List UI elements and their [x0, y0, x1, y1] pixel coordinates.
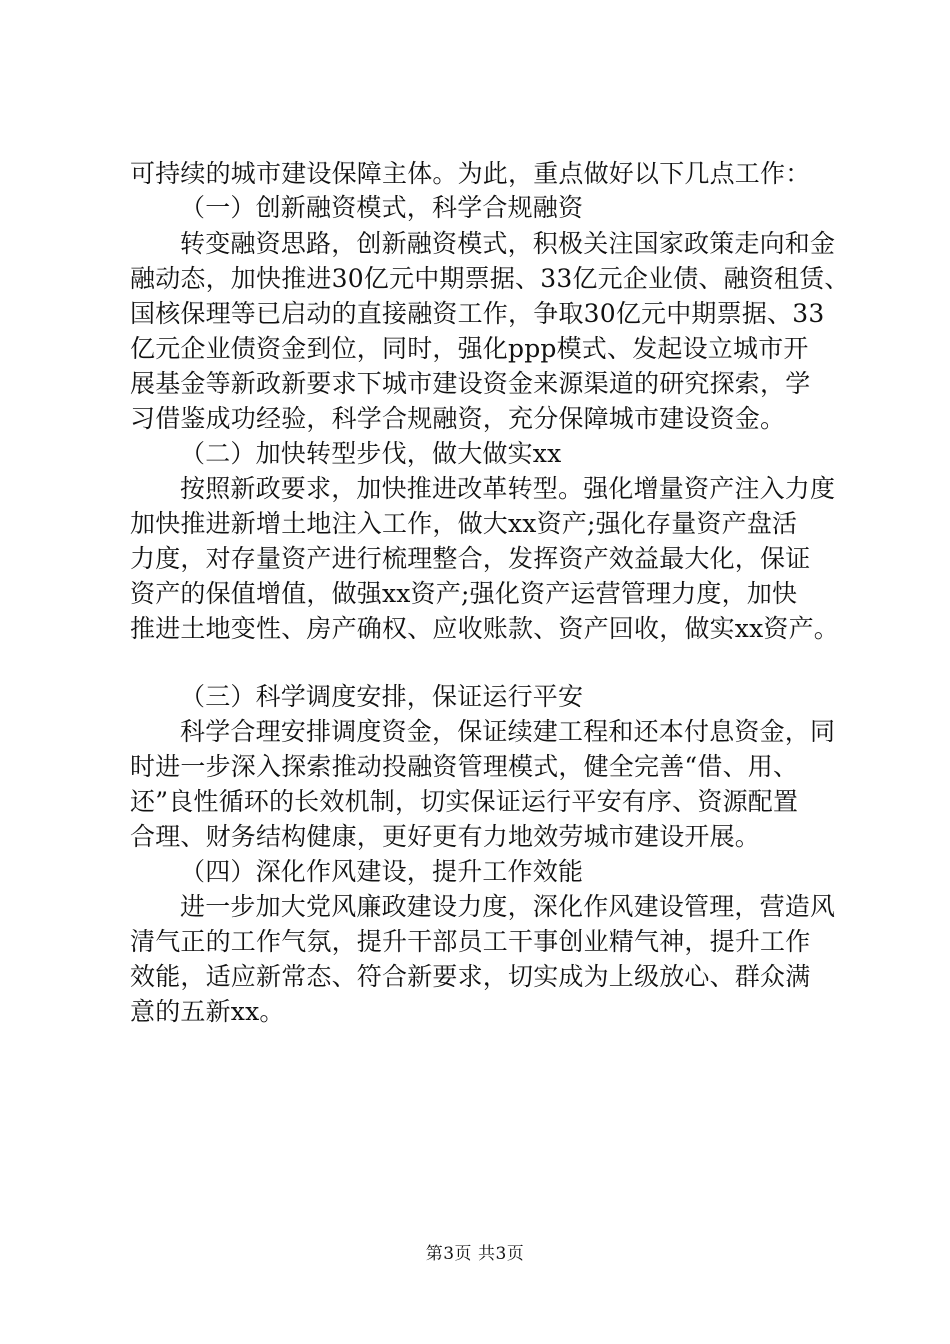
section-heading-2: （二）加快转型步伐，做大做实xx — [180, 439, 562, 468]
text-line: 合理、财务结构健康，更好更有力地效劳城市建设开展。 — [130, 822, 761, 851]
text-line: 加快推进新增土地注入工作，做大xx资产;强化存量资产盘活 — [130, 509, 798, 538]
text-line: 效能，适应新常态、符合新要求，切实成为上级放心、群众满 — [130, 962, 811, 991]
section-heading-3: （三）科学调度安排，保证运行平安 — [180, 682, 584, 711]
text-line: 展基金等新政新要求下城市建设资金来源渠道的研究探索，学 — [130, 369, 811, 398]
text-line: 还”良性循环的长效机制，切实保证运行平安有序、资源配置 — [130, 787, 799, 816]
text-line: 力度，对存量资产进行梳理整合，发挥资产效益最大化，保证 — [130, 544, 811, 573]
text-line: 转变融资思路，创新融资模式，积极关注国家政策走向和金 — [180, 229, 836, 258]
text-line: 国核保理等已启动的直接融资工作，争取30亿元中期票据、33 — [130, 299, 825, 328]
text-line: 按照新政要求，加快推进改革转型。强化增量资产注入力度 — [180, 474, 836, 503]
text-line: 科学合理安排调度资金，保证续建工程和还本付息资金，同 — [180, 717, 836, 746]
section-heading-4: （四）深化作风建设，提升工作效能 — [180, 857, 584, 886]
text-line: 习借鉴成功经验，科学合规融资，充分保障城市建设资金。 — [130, 404, 786, 433]
text-line: 融动态，加快推进30亿元中期票据、33亿元企业债、融资租赁、 — [130, 264, 850, 293]
text-line: 意的五新xx。 — [130, 997, 285, 1026]
section-heading-1: （一）创新融资模式，科学合规融资 — [180, 193, 584, 222]
text-line: 资产的保值增值，做强xx资产;强化资产运营管理力度，加快 — [130, 579, 798, 608]
page-number-footer: 第3页 共3页 — [425, 1244, 525, 1264]
text-line: 亿元企业债资金到位，同时，强化ppp模式、发起设立城市开 — [130, 334, 809, 363]
text-line: 进一步加大党风廉政建设力度，深化作风建设管理，营造风 — [180, 892, 836, 921]
text-line: 时进一步深入探索推动投融资管理模式，健全完善“借、用、 — [130, 752, 799, 781]
text-line: 可持续的城市建设保障主体。为此，重点做好以下几点工作： — [130, 159, 811, 188]
text-line: 清气正的工作气氛，提升干部员工干事创业精气神，提升工作 — [130, 927, 811, 956]
text-line: 推进土地变性、房产确权、应收账款、资产回收，做实xx资产。 — [130, 614, 840, 643]
